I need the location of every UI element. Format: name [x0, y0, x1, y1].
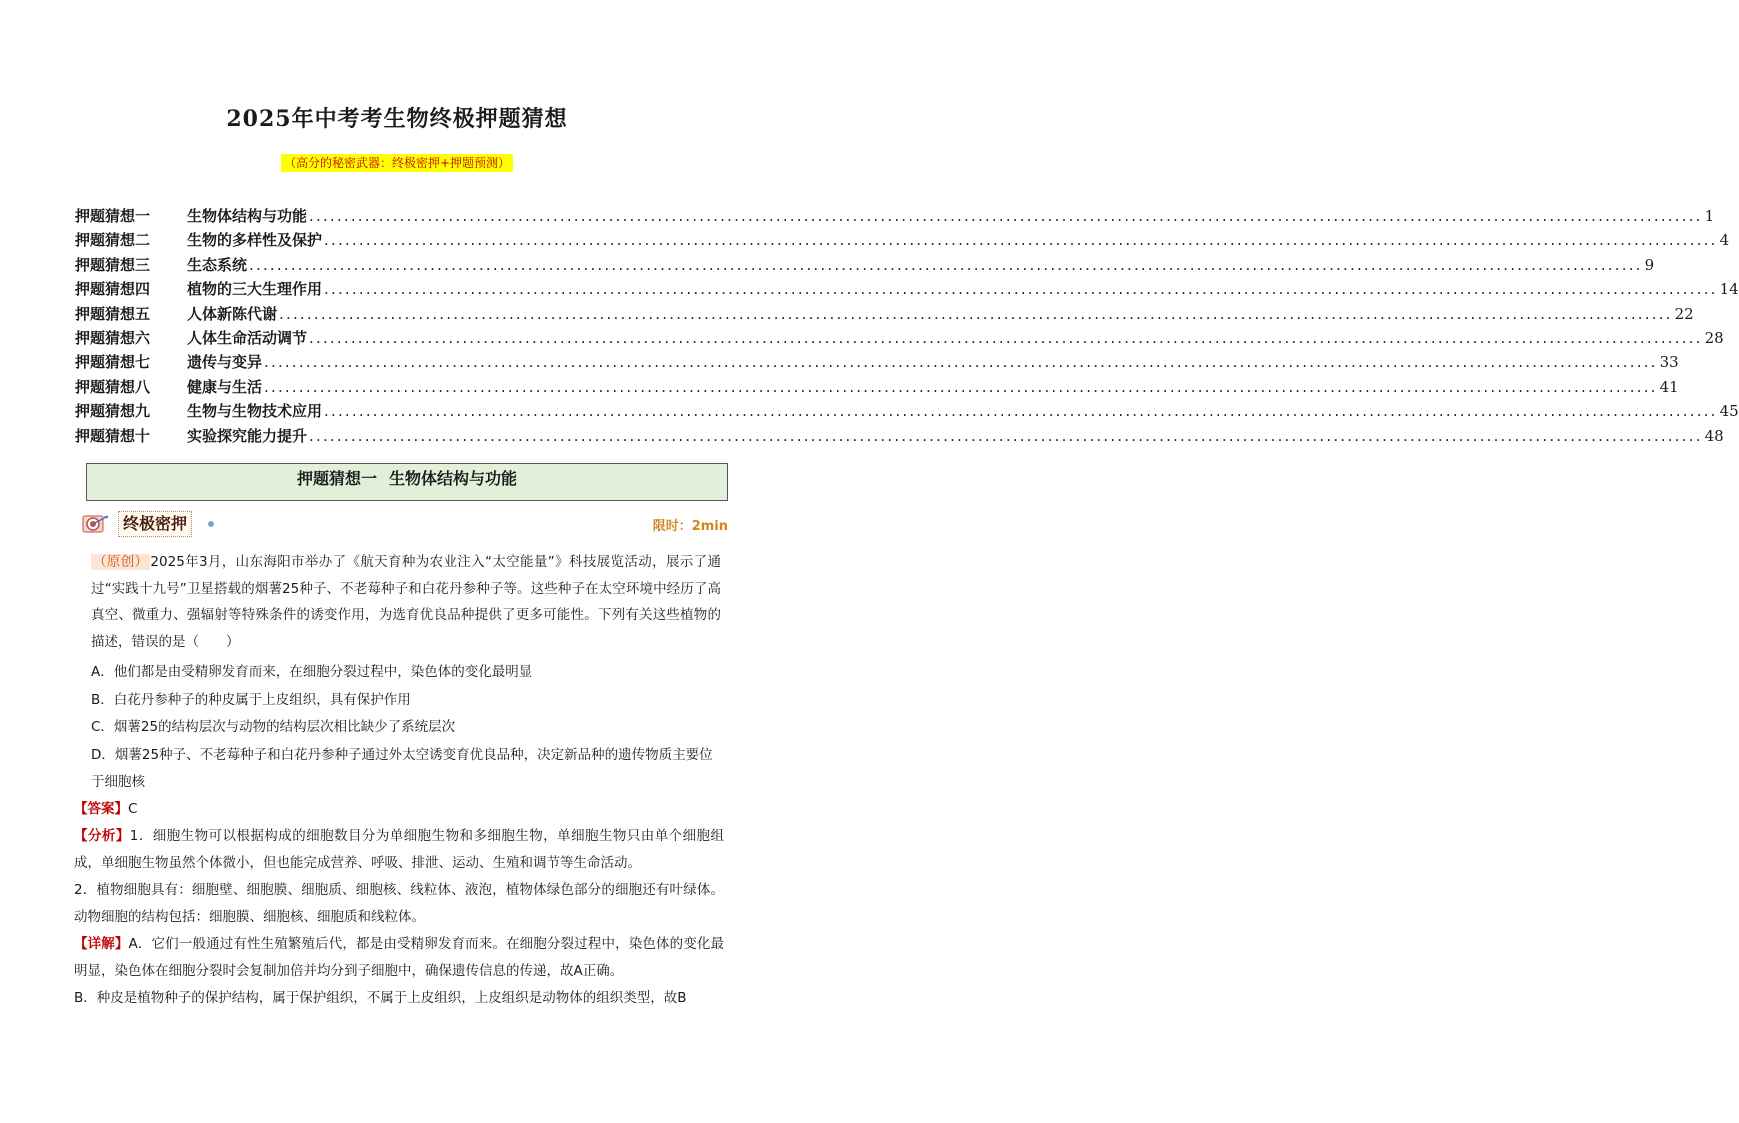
- time-limit: 限时：2min: [652, 519, 728, 534]
- subtitle: （高分的秘密武器：终极密押+押题预测）: [281, 154, 513, 172]
- decor-dot: [208, 521, 214, 527]
- toc-topic: 遗传与变异: [187, 353, 263, 372]
- toc-topic: 生态系统: [187, 255, 248, 274]
- toc-leader-dots: ........................................................................................................................................................................................................: [264, 353, 1658, 372]
- toc-page-number: 41: [1659, 377, 1679, 396]
- toc-leader-dots: ........................................................................................................................................................................................................: [249, 255, 1643, 274]
- option-b: B．白花丹参种子的种皮属于上皮组织，具有保护作用: [91, 691, 411, 708]
- detail-tag: 【详解】: [74, 936, 129, 952]
- section-label: 押题猜想一: [296, 469, 377, 488]
- toc-topic: 植物的三大生理作用: [187, 280, 323, 299]
- miya-label: 终极密押: [118, 511, 192, 537]
- toc-row[interactable]: [75, 400, 1739, 424]
- analysis-p2: 2．植物细胞具有：细胞壁、细胞膜、细胞质、细胞核、线粒体、液泡，植物体绿色部分的细胞还有叶绿体。动物细胞的结构包括：细胞膜、细胞核、细胞质和线粒体。: [74, 882, 724, 925]
- toc-topic: 生物的多样性及保护: [187, 231, 323, 250]
- analysis-tag: 【分析】: [74, 828, 130, 844]
- toc-leader-dots: ........................................................................................................................................................................................................: [309, 207, 1703, 225]
- toc-leader-dots: ........................................................................................................................................................................................................: [264, 377, 1658, 396]
- answer-line: [74, 796, 724, 823]
- toc-label: 押题猜想十: [75, 426, 151, 445]
- toc-label: 押题猜想四: [75, 280, 151, 299]
- detail-a: [74, 931, 724, 985]
- toc-row[interactable]: [75, 351, 1679, 375]
- toc-label: 押题猜想六: [75, 328, 151, 347]
- toc-page-number: 33: [1659, 353, 1679, 372]
- target-icon: [82, 513, 112, 535]
- toc-label: 押题猜想三: [75, 255, 151, 274]
- table-of-contents: [75, 205, 1739, 449]
- toc-topic: 实验探究能力提升: [187, 426, 308, 445]
- toc-label: 押题猜想七: [75, 353, 151, 372]
- answer-tag: 【答案】: [74, 801, 128, 817]
- toc-topic: 人体新陈代谢: [187, 304, 278, 323]
- question-text: 2025年3月，山东海阳市举办了《航天育种为农业注入“太空能量”》科技展览活动，展示了通过“实践十九号”卫星搭载的烟薯25种子、不老莓种子和白花丹参种子等。这些种子在太空环境中经历了高真空、微重力、强辐射等特殊条件的诱变作用，为选育优良品种提供了更多可能性。下列有关这些植物的描述，错误的是（ ）: [91, 554, 722, 650]
- miya-bar: [82, 511, 730, 537]
- option-a: A．他们都是由受精卵发育而来，在细胞分裂过程中，染色体的变化最明显: [91, 664, 533, 680]
- toc-page-number: 1: [1704, 207, 1715, 225]
- toc-topic: 生物与生物技术应用: [187, 402, 323, 421]
- toc-label: 押题猜想八: [75, 377, 151, 396]
- toc-topic: 生物体结构与功能: [187, 207, 308, 225]
- toc-label: 押题猜想一: [75, 207, 151, 225]
- toc-page-number: 45: [1719, 402, 1739, 421]
- toc-leader-dots: ........................................................................................................................................................................................................: [309, 328, 1703, 347]
- toc-label: 押题猜想二: [75, 231, 151, 250]
- section-topic: 生物体结构与功能: [389, 469, 518, 488]
- toc-page-number: 4: [1719, 231, 1730, 250]
- toc-label: 押题猜想九: [75, 402, 151, 421]
- toc-row[interactable]: [75, 205, 1715, 229]
- analysis-p1: [74, 823, 724, 877]
- toc-row[interactable]: [75, 303, 1694, 327]
- original-tag: （原创）: [93, 554, 149, 570]
- toc-leader-dots: ........................................................................................................................................................................................................: [309, 426, 1703, 445]
- toc-leader-dots: ........................................................................................................................................................................................................: [324, 280, 1718, 299]
- option-c: C．烟薯25的结构层次与动物的结构层次相比缺少了系统层次: [91, 719, 456, 735]
- page-title: 2025年中考考生物终极押题猜想: [226, 106, 568, 132]
- toc-page-number: 14: [1719, 280, 1739, 299]
- toc-leader-dots: ........................................................................................................................................................................................................: [279, 304, 1673, 323]
- toc-row[interactable]: [75, 229, 1730, 253]
- toc-topic: 人体生命活动调节: [187, 328, 308, 347]
- toc-leader-dots: ........................................................................................................................................................................................................: [324, 402, 1718, 421]
- toc-page-number: 22: [1674, 304, 1694, 323]
- toc-label: 押题猜想五: [75, 304, 151, 323]
- toc-row[interactable]: [75, 327, 1724, 351]
- detail-text-a: A．它们一般通过有性生殖繁殖后代，都是由受精卵发育而来。在细胞分裂过程中，染色体的变化最明显，染色体在细胞分裂时会复制加倍并均分到子细胞中，确保遗传信息的传递，故A正确。: [74, 936, 725, 979]
- answer-value: C: [128, 801, 138, 817]
- option-d: D．烟薯25种子、不老莓种子和白花丹参种子通过外太空诱变育优良品种，决定新品种的遗传物质主要位于细胞核: [91, 746, 713, 790]
- toc-page-number: 28: [1704, 328, 1724, 347]
- toc-row[interactable]: [75, 278, 1739, 302]
- toc-topic: 健康与生活: [187, 377, 263, 396]
- options-list: [91, 659, 721, 797]
- detail-b: B．种皮是植物种子的保护结构，属于保护组织，不属于上皮组织，上皮组织是动物体的组织类型，故B: [74, 990, 687, 1006]
- question-stem: [91, 549, 721, 655]
- section-header: [86, 463, 728, 501]
- toc-page-number: 48: [1704, 426, 1724, 445]
- toc-row[interactable]: [75, 425, 1724, 449]
- toc-leader-dots: ........................................................................................................................................................................................................: [324, 231, 1718, 250]
- toc-page-number: 9: [1644, 255, 1655, 274]
- toc-row[interactable]: [75, 376, 1679, 400]
- analysis-text-1: 1．细胞生物可以根据构成的细胞数目分为单细胞生物和多细胞生物，单细胞生物只由单个细胞组成，单细胞生物虽然个体微小，但也能完成营养、呼吸、排泄、运动、生殖和调节等生命活动。: [74, 828, 725, 871]
- toc-row[interactable]: [75, 254, 1655, 278]
